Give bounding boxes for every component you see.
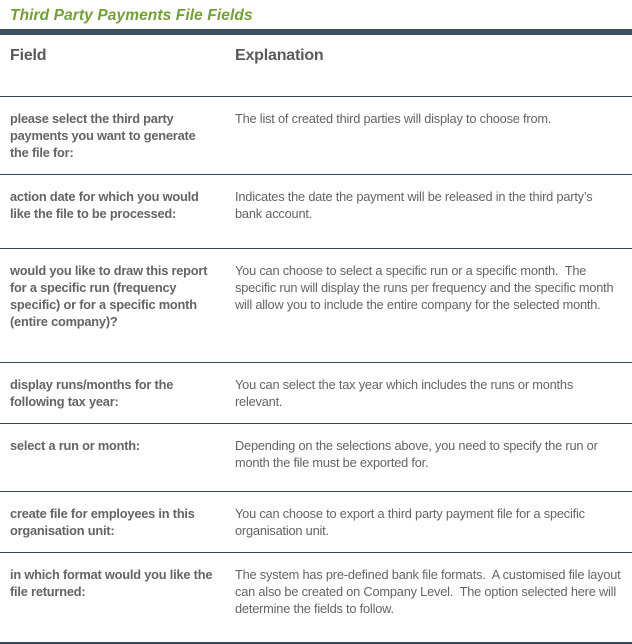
field-explanation: You can choose to select a specific run or a specific month. The specific run will display the runs per frequency and the specific month will allow you to include the entire company for the selected month. xyxy=(225,249,632,363)
table-row xyxy=(0,553,632,643)
field-explanation: Depending on the selections above, you need to specify the run or month the file must be exported for. xyxy=(225,424,632,492)
field-explanation: You can choose to export a third party payment file for a specific organisation unit. xyxy=(225,492,632,553)
table-row xyxy=(0,97,632,175)
field-label: please select the third party payments you want to generate the file for: xyxy=(0,97,225,175)
field-label: display runs/months for the following tax year: xyxy=(0,363,225,424)
table-row xyxy=(0,175,632,249)
field-label: create file for employees in this organisation unit: xyxy=(0,492,225,553)
field-explanation: The system has pre-defined bank file formats. A customised file layout can also be created on Company Level. The option selected here will determine the fields to follow. xyxy=(225,553,632,643)
field-explanation: The list of created third parties will display to choose from. xyxy=(225,97,632,175)
table-row xyxy=(0,249,632,363)
table-row xyxy=(0,363,632,424)
field-label: would you like to draw this report for a specific run (frequency specific) or for a specific month (entire company)? xyxy=(0,249,225,363)
table-header-row xyxy=(0,35,632,97)
field-explanation: You can select the tax year which includes the runs or months relevant. xyxy=(225,363,632,424)
field-label: action date for which you would like the file to be processed: xyxy=(0,175,225,249)
field-label: in which format would you like the file returned: xyxy=(0,553,225,643)
field-label: select a run or month: xyxy=(0,424,225,492)
fields-table xyxy=(0,35,632,644)
field-explanation: Indicates the date the payment will be released in the third party’s bank account. xyxy=(225,175,632,249)
column-header-explanation: Explanation xyxy=(235,47,324,64)
table-row xyxy=(0,424,632,492)
page-title: Third Party Payments File Fields xyxy=(10,7,253,24)
column-header-field: Field xyxy=(10,47,47,64)
table-row xyxy=(0,492,632,553)
